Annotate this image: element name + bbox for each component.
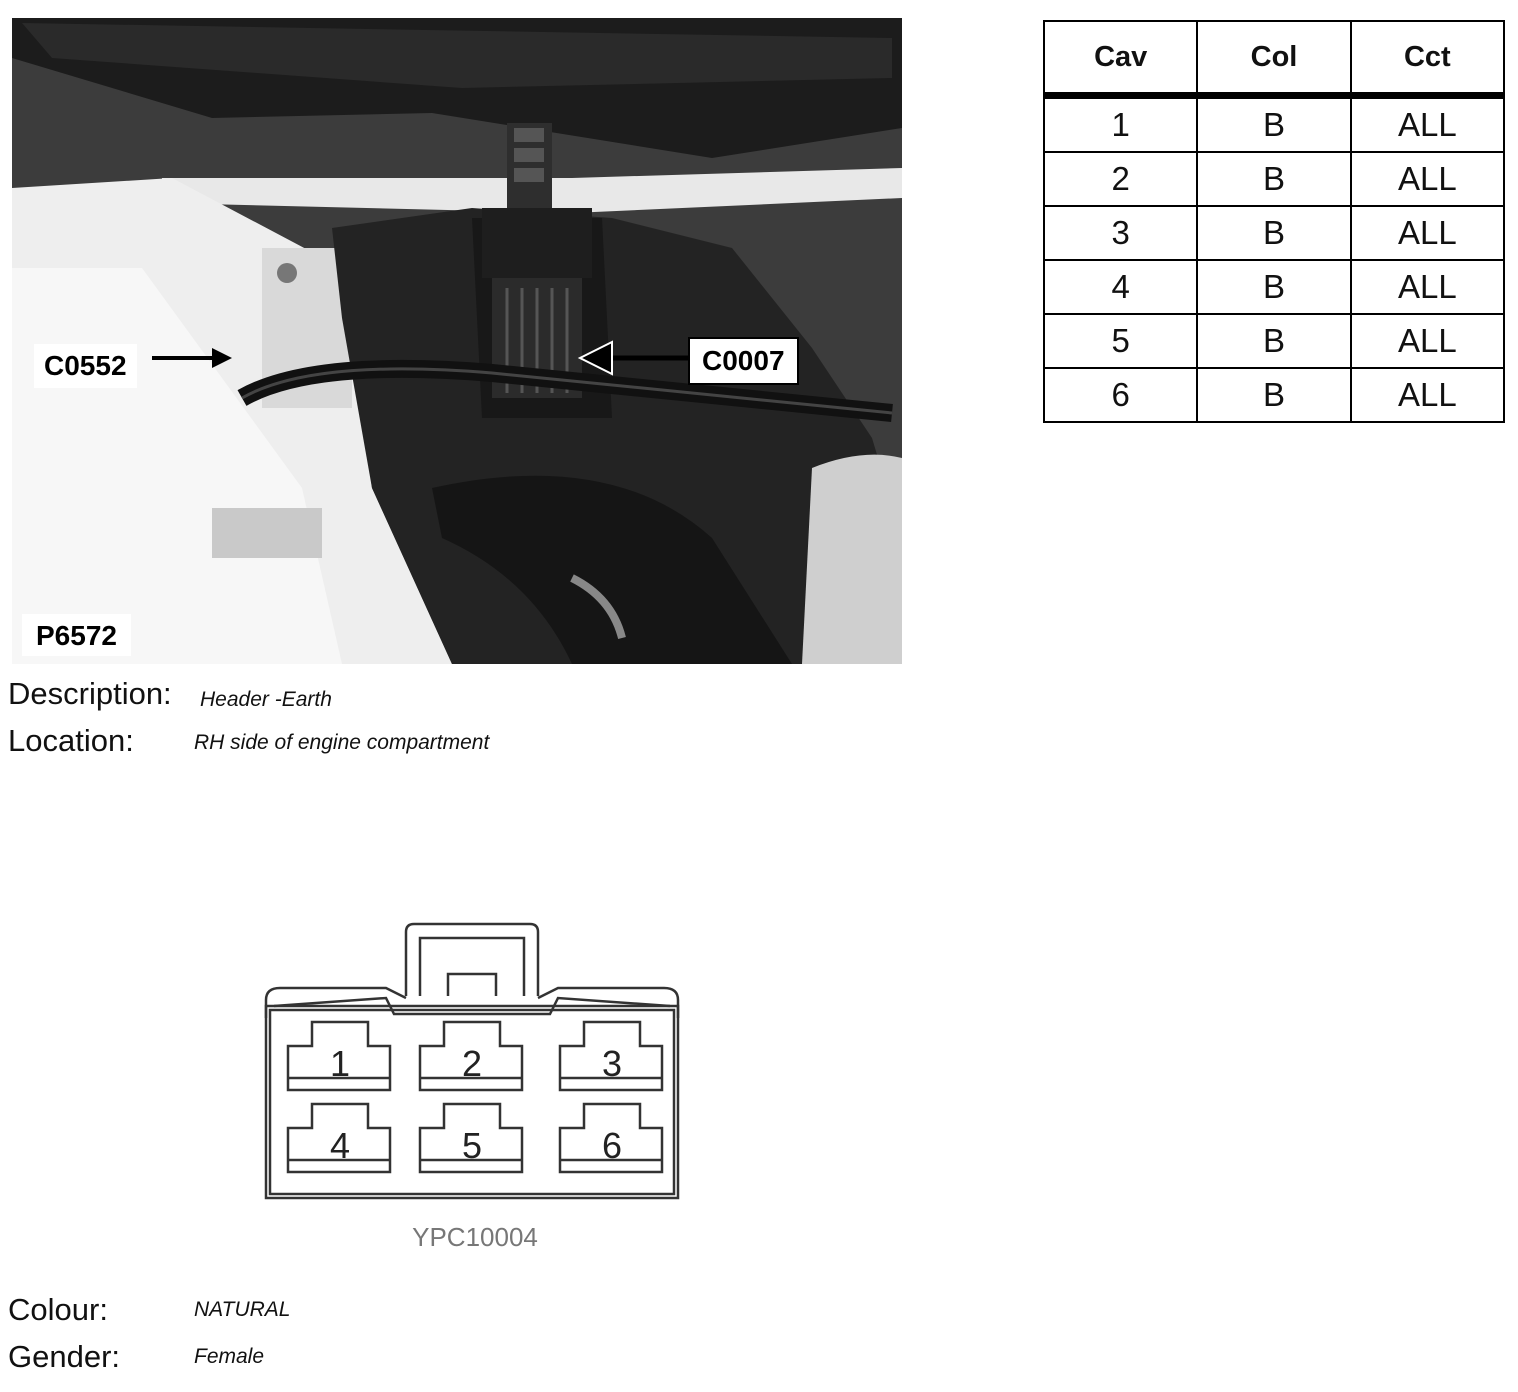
location-value: RH side of engine compartment: [194, 731, 490, 754]
location-label: Location:: [8, 723, 134, 758]
table-row: [1044, 152, 1504, 206]
colour-value: NATURAL: [194, 1298, 291, 1321]
cell-cct: ALL: [1351, 368, 1504, 422]
connector-part-number: YPC10004: [412, 1222, 538, 1252]
cell-cav: 1: [1044, 96, 1197, 153]
cell-cav: 4: [1044, 260, 1197, 314]
header-cct: Cct: [1351, 21, 1504, 96]
cavity-number: 3: [601, 1043, 623, 1084]
cell-cav: 5: [1044, 314, 1197, 368]
header-col: Col: [1197, 21, 1350, 96]
connector-face-diagram: [260, 918, 690, 1208]
cell-col: B: [1197, 314, 1350, 368]
table-header-row: [1044, 21, 1504, 96]
figure-id: P6572: [22, 614, 131, 656]
table-row: [1044, 206, 1504, 260]
cavity-table: [1043, 20, 1505, 423]
header-cav: Cav: [1044, 21, 1197, 96]
gender-label: Gender:: [8, 1339, 121, 1374]
cell-col: B: [1197, 206, 1350, 260]
description-label: Description:: [8, 676, 172, 711]
cell-cct: ALL: [1351, 152, 1504, 206]
colour-label: Colour:: [8, 1292, 108, 1327]
cell-col: B: [1197, 260, 1350, 314]
description-value: Header -Earth: [200, 688, 332, 711]
cell-cct: ALL: [1351, 206, 1504, 260]
cell-col: B: [1197, 152, 1350, 206]
callout-c0552: C0552: [34, 344, 137, 388]
table-row: [1044, 314, 1504, 368]
cell-cav: 3: [1044, 206, 1197, 260]
cavity-number: 4: [329, 1125, 351, 1166]
table-row: [1044, 368, 1504, 422]
cavity-number: 1: [329, 1043, 351, 1084]
table-row: [1044, 260, 1504, 314]
cell-col: B: [1197, 368, 1350, 422]
gender-value: Female: [194, 1345, 265, 1368]
cell-cct: ALL: [1351, 96, 1504, 153]
callout-c0007: C0007: [688, 337, 799, 385]
table-row: [1044, 96, 1504, 153]
cell-cct: ALL: [1351, 260, 1504, 314]
cell-cct: ALL: [1351, 314, 1504, 368]
cavity-number: 6: [601, 1125, 623, 1166]
connector-location-photo: [12, 18, 902, 664]
cell-cav: 2: [1044, 152, 1197, 206]
cavity-number: 5: [461, 1125, 483, 1166]
cavity-number: 2: [461, 1043, 483, 1084]
cell-cav: 6: [1044, 368, 1197, 422]
cell-col: B: [1197, 96, 1350, 153]
